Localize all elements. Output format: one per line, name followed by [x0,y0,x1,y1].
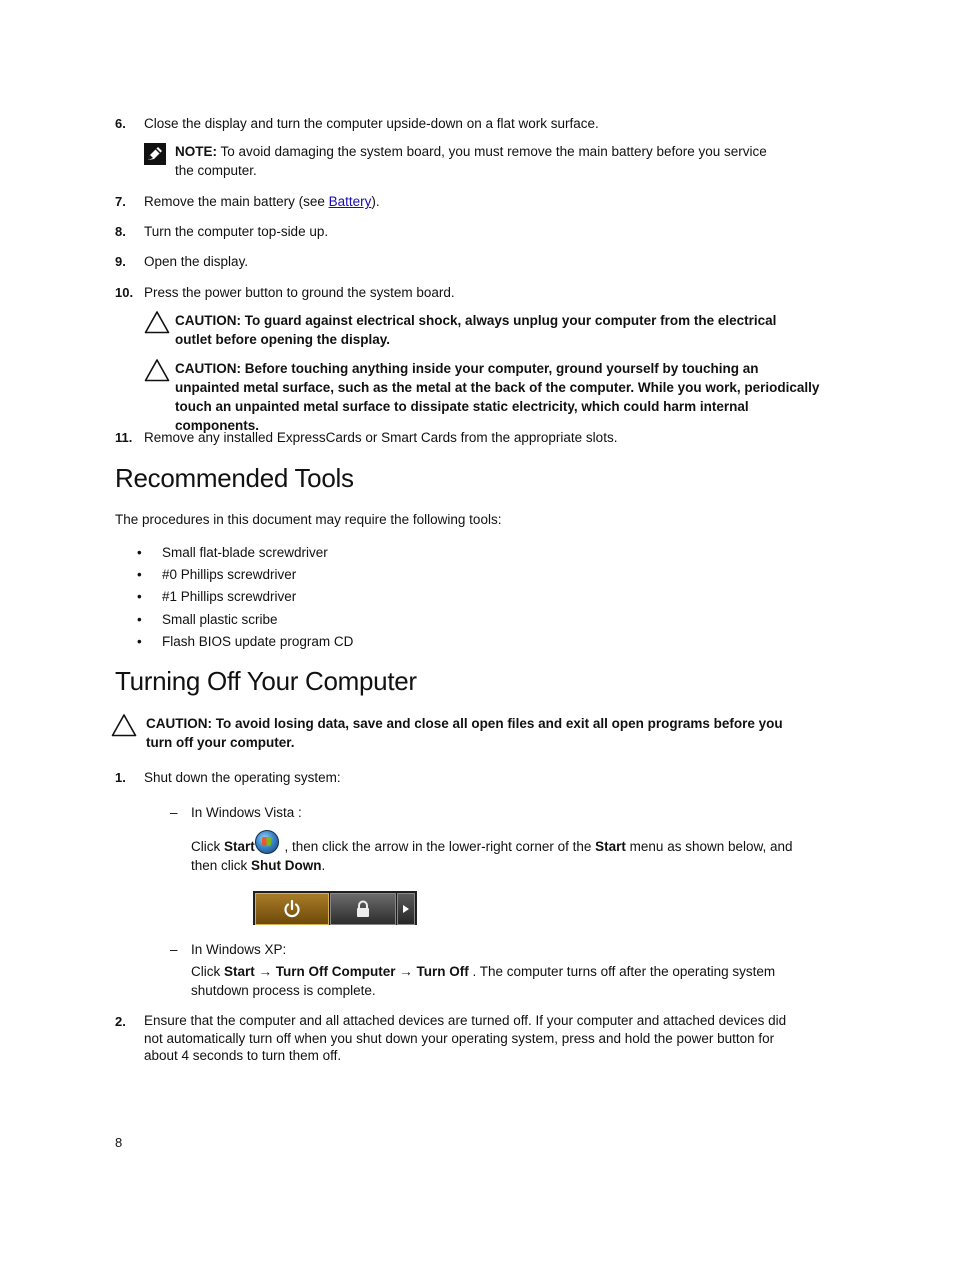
start-label: Start [224,964,255,979]
arrow: → [254,964,276,979]
caution-icon [111,713,137,737]
caution-text: CAUTION: To avoid losing data, save and close all open files and exit all open programs before you turn off your computer. [146,716,783,750]
dash-marker: – [170,805,178,820]
caution-text: CAUTION: To guard against electrical shock, always unplug your computer from the electrical outlet before opening the display. [175,313,777,347]
step-number: 9. [115,254,126,269]
step-number: 11. [115,430,133,445]
caution-icon [144,358,170,382]
bullet-icon: • [137,634,142,649]
note-pencil-icon [144,143,166,165]
step-number: 1. [115,770,126,785]
start-label: Start [224,839,255,854]
text: Click [191,839,224,854]
text: menu as shown below, and then click [191,839,793,873]
xp-instructions [191,962,811,1000]
section-heading-tools: Recommended Tools [115,463,354,493]
bullet-icon: • [137,567,142,582]
text: , then click the arrow in the lower-right corner of the [280,839,596,854]
text: Click [191,964,224,979]
lock-icon [354,900,372,918]
step-text [144,192,809,211]
page-number: 8 [115,1135,123,1150]
step-text-before: Remove the main battery (see [144,194,329,209]
step-text: Press the power button to ground the system board. [144,285,455,300]
vista-start-menu-power-bar [253,891,417,925]
tools-intro: The procedures in this document may require the following tools: [115,512,502,527]
start-label: Start [595,839,626,854]
dash-marker: – [170,942,178,957]
step-text: Turn the computer top-side up. [144,224,329,239]
step-text: Remove any installed ExpressCards or Smart Cards from the appropriate slots. [144,430,618,445]
tool-item: Small flat-blade screwdriver [162,545,328,560]
power-icon [282,899,302,919]
note-block [175,142,775,180]
shutdown-label: Shut Down [251,858,322,873]
xp-label: In Windows XP: [191,942,287,957]
section-heading-turnoff: Turning Off Your Computer [115,666,417,696]
chevron-right-icon [402,904,410,914]
vista-instructions [191,830,811,875]
tool-item: #0 Phillips screwdriver [162,567,297,582]
step-number: 10. [115,285,134,300]
caution-icon [144,310,170,334]
step-text-after: ). [371,194,380,209]
tool-item: Small plastic scribe [162,612,278,627]
turn-off-computer-label: Turn Off Computer [275,964,396,979]
step-text: Open the display. [144,254,249,269]
text: . The computer turns off after the operating system shutdown process is complete. [191,964,776,998]
step-text: Ensure that the computer and all attached devices are turned off. If your computer and attached devices did not automatically turn off when you shut down your operating system, press and hold the power button for about 4 seconds to turn them off. [144,1013,787,1063]
step-number: 2. [115,1014,126,1029]
step-text: Shut down the operating system: [144,770,341,785]
step-number: 6. [115,116,126,131]
tool-item: #1 Phillips screwdriver [162,589,297,604]
windows-start-orb-icon [255,830,279,854]
note-label: NOTE: [175,144,217,159]
arrow: → [395,964,417,979]
bullet-icon: • [137,589,142,604]
tool-item: Flash BIOS update program CD [162,634,354,649]
note-text: To avoid damaging the system board, you must remove the main battery before you service the computer. [175,144,767,178]
step-number: 8. [115,224,126,239]
step-text: Close the display and turn the computer upside-down on a flat work surface. [144,116,599,131]
caution-text: CAUTION: Before touching anything inside your computer, ground yourself by touching an unpainted metal surface, such as the metal at the back of the computer. While you work, periodically touch an unpainted metal surface to dissipate static electricity, which could harm internal components. [175,361,820,433]
power-button[interactable] [255,893,329,925]
text: . [321,858,326,873]
turn-off-label: Turn Off [416,964,469,979]
bullet-icon: • [137,612,142,627]
lock-button[interactable] [330,893,396,925]
step-number: 7. [115,194,126,209]
vista-label: In Windows Vista : [191,805,302,820]
bullet-icon: • [137,545,142,560]
battery-link[interactable]: Battery [328,194,372,209]
shutdown-options-arrow-button[interactable] [397,893,415,925]
